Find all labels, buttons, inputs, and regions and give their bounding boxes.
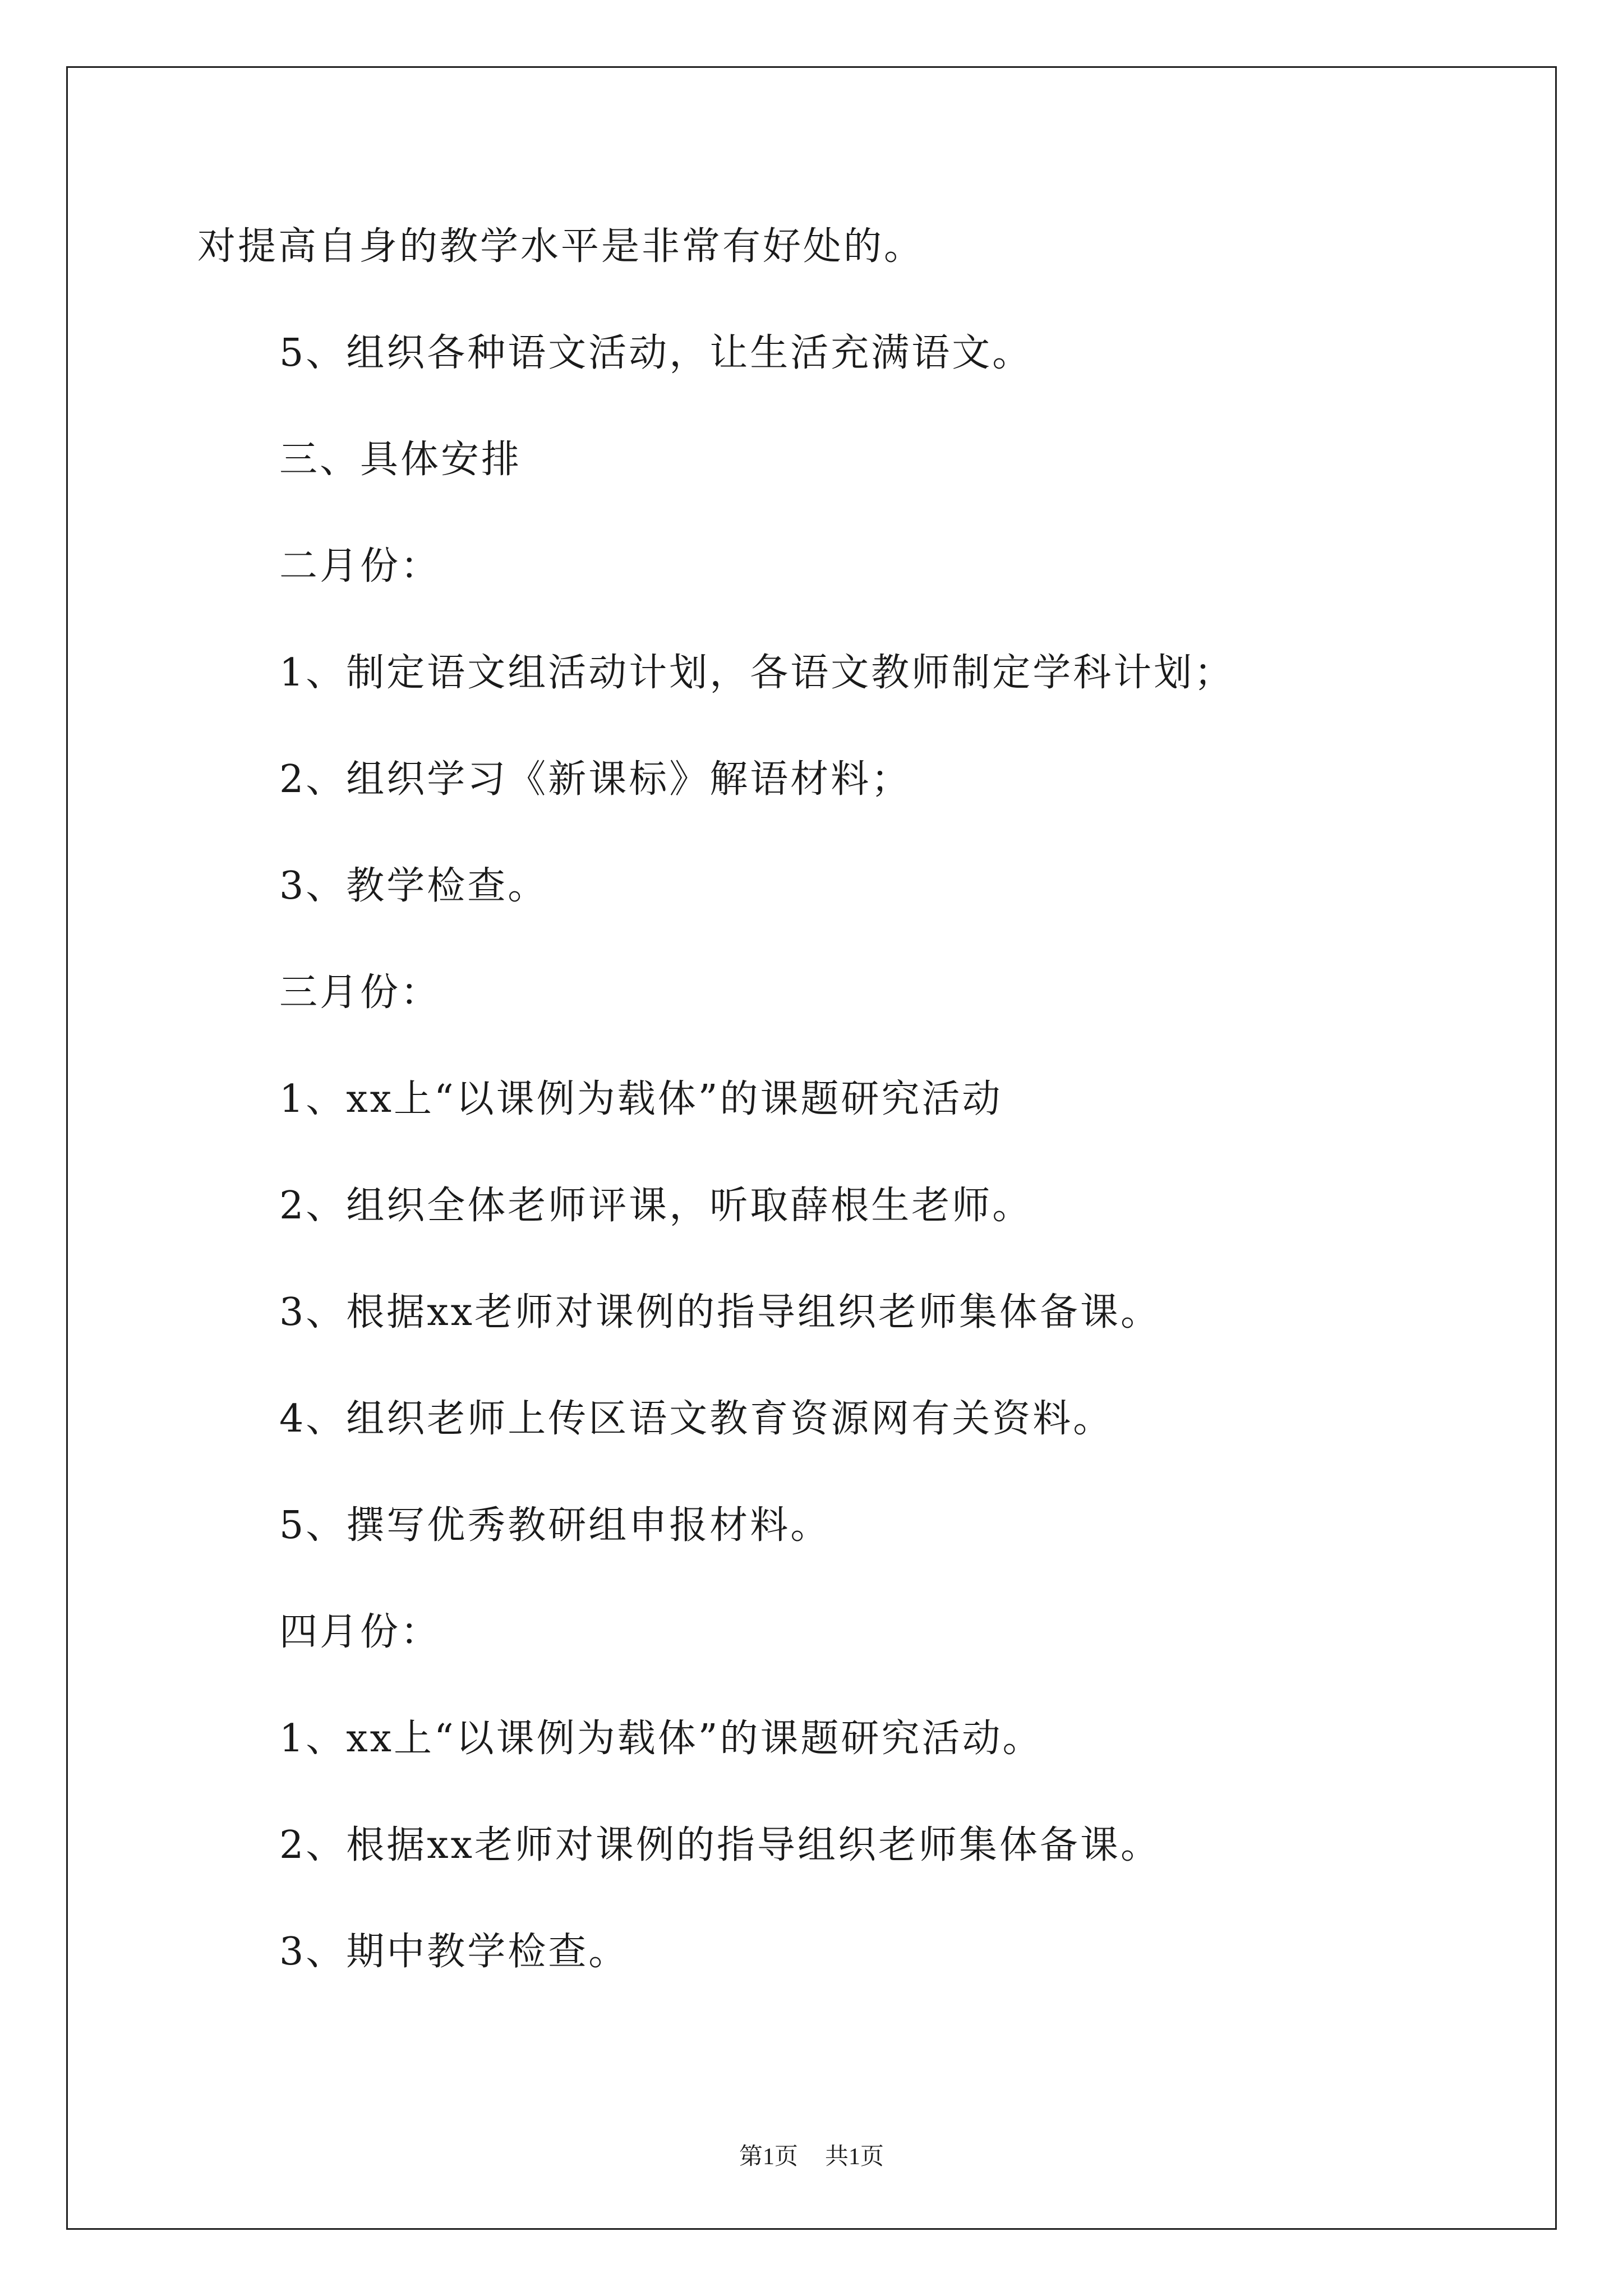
section-heading: 三、具体安排 [279,438,522,482]
list-item: 1、xx上“以课例为载体”的课题研究活动。 [279,1717,1043,1761]
month-heading: 四月份： [279,1610,441,1654]
month-heading: 二月份： [279,544,441,588]
list-item: 1、xx上“以课例为载体”的课题研究活动 [279,1077,1003,1121]
month-heading: 三月份： [279,970,441,1015]
paragraph-line: 5、组织各种语文活动，让生活充满语文。 [279,331,1033,375]
list-item: 5、撰写优秀教研组申报材料。 [279,1503,831,1548]
list-item: 2、组织全体老师评课，听取薛根生老师。 [279,1184,1033,1228]
list-item: 3、教学检查。 [279,864,548,908]
list-item: 2、组织学习《新课标》解语材料； [279,757,912,802]
list-item: 2、根据xx老师对课例的指导组织老师集体备课。 [279,1823,1161,1867]
list-item: 4、组织老师上传区语文教育资源网有关资料。 [279,1397,1114,1441]
page-number-total: 共1页 [825,2144,884,2170]
page-number-current: 第1页 [739,2144,798,2170]
list-item: 1、制定语文组活动计划，各语文教师制定学科计划； [279,651,1235,695]
page-footer [0,2143,1623,2171]
list-item: 3、期中教学检查。 [279,1930,629,1974]
list-item: 3、根据xx老师对课例的指导组织老师集体备课。 [279,1290,1161,1335]
paragraph-line: 对提高自身的教学水平是非常有好处的。 [197,224,925,269]
